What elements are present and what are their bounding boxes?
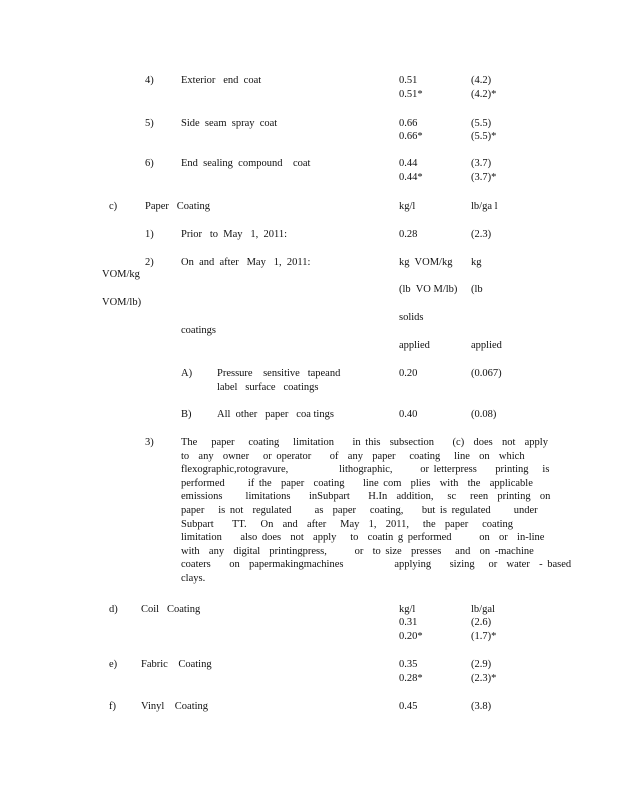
item-label: On and after May 1, 2011: — [181, 257, 311, 268]
section-title: Vinyl Coating — [141, 701, 209, 712]
value-lb: (0.067) — [471, 368, 502, 379]
value-kg: 0.45 — [399, 701, 418, 712]
value-lb: (2.3)* — [471, 673, 497, 684]
section-letter: f) — [109, 701, 116, 712]
note-line: performed if the paper coating line com plies with the applicable — [181, 477, 533, 489]
section-title: Coil Coating — [141, 604, 201, 615]
note-line: limitation also does not apply to coatin g performed on or in-line — [181, 532, 545, 544]
note-line: with any digital printingpress, or to size presses and on -machine — [181, 545, 534, 557]
value-kg: 0.66* — [399, 131, 423, 142]
unit-header-kg: kg/l — [399, 604, 416, 615]
unit-header-wrap: VOM/lb) — [102, 297, 142, 308]
value-kg: 0.35 — [399, 659, 418, 670]
value-kg: 0.51* — [399, 89, 423, 100]
note-line: paper is not regulated as paper coating, but is regulated under — [181, 504, 538, 516]
unit-header-lb: lb/ga l — [471, 201, 498, 212]
note-line: The paper coating limitation in this subsection (c) does not apply — [181, 437, 548, 448]
value-kg: 0.28 — [399, 229, 418, 240]
item-label: Side seam spray coat — [181, 118, 278, 129]
unit-header-wrap: VOM/kg — [102, 269, 140, 280]
value-lb: (2.3) — [471, 229, 492, 240]
item-number: 3) — [145, 437, 154, 448]
value-lb: (2.9) — [471, 659, 492, 670]
item-label: Exterior end coat — [181, 75, 262, 86]
note-paragraph — [181, 436, 572, 586]
item-number: 4) — [145, 75, 154, 86]
value-kg: 0.44* — [399, 172, 423, 183]
item-label: All other paper coa tings — [217, 409, 334, 420]
item-label: End sealing compound coat — [181, 158, 311, 169]
note-line: emissions limitations inSubpart H.In addition, sc reen printing on — [181, 491, 551, 503]
section-title: Paper Coating — [145, 201, 211, 212]
note-line: Subpart TT. On and after May 1, 2011, the paper coating — [181, 518, 514, 530]
item-number: 2) — [145, 257, 154, 268]
note-line: to any owner or operator of any paper coating line on which — [181, 450, 525, 462]
unit-header: kg — [471, 257, 482, 268]
item-number: 5) — [145, 118, 154, 129]
note-line: clays. — [181, 572, 206, 584]
section-letter: e) — [109, 659, 118, 670]
item-label: Prior to May 1, 2011: — [181, 229, 288, 240]
value-lb: (4.2) — [471, 75, 492, 86]
unit-header-kg: kg/l — [399, 201, 416, 212]
value-kg: 0.66 — [399, 118, 418, 129]
section-letter: c) — [109, 201, 118, 212]
item-number: A) — [181, 368, 193, 379]
value-kg: 0.20 — [399, 368, 418, 379]
unit-header: kg VOM/kg — [399, 257, 453, 268]
value-lb: (3.7)* — [471, 172, 497, 183]
note-line: coaters on papermakingmachines applying sizing or water - based — [181, 559, 572, 571]
value-lb: (2.6) — [471, 617, 492, 628]
unit-header-lb: lb/gal — [471, 604, 495, 615]
value-kg: 0.28* — [399, 673, 423, 684]
unit-header: solids — [399, 312, 424, 323]
value-lb: (0.08) — [471, 409, 497, 420]
item-number: B) — [181, 409, 192, 420]
item-number: 1) — [145, 229, 154, 240]
value-lb: (3.8) — [471, 701, 492, 712]
unit-header-wrap: coatings — [181, 325, 216, 336]
value-kg: 0.20* — [399, 631, 423, 642]
section-title: Fabric Coating — [141, 659, 212, 670]
unit-header: applied — [399, 340, 430, 351]
value-kg: 0.40 — [399, 409, 418, 420]
value-lb: (4.2)* — [471, 89, 497, 100]
value-kg: 0.51 — [399, 75, 418, 86]
item-number: 6) — [145, 158, 154, 169]
unit-header: (lb VO M/lb) — [399, 284, 458, 295]
section-letter: d) — [109, 604, 118, 615]
value-lb: (5.5)* — [471, 131, 497, 142]
value-lb: (5.5) — [471, 118, 492, 129]
item-label: Pressure sensitive tapeand — [217, 368, 341, 379]
value-lb: (1.7)* — [471, 631, 497, 642]
value-lb: (3.7) — [471, 158, 492, 169]
value-kg: 0.31 — [399, 617, 418, 628]
unit-header: applied — [471, 340, 502, 351]
item-label: label surface coatings — [217, 382, 319, 393]
note-line: flexographic,rotogravure, lithographic, or letterpress printing is — [181, 464, 550, 476]
unit-header: (lb — [471, 284, 483, 295]
value-kg: 0.44 — [399, 158, 418, 169]
